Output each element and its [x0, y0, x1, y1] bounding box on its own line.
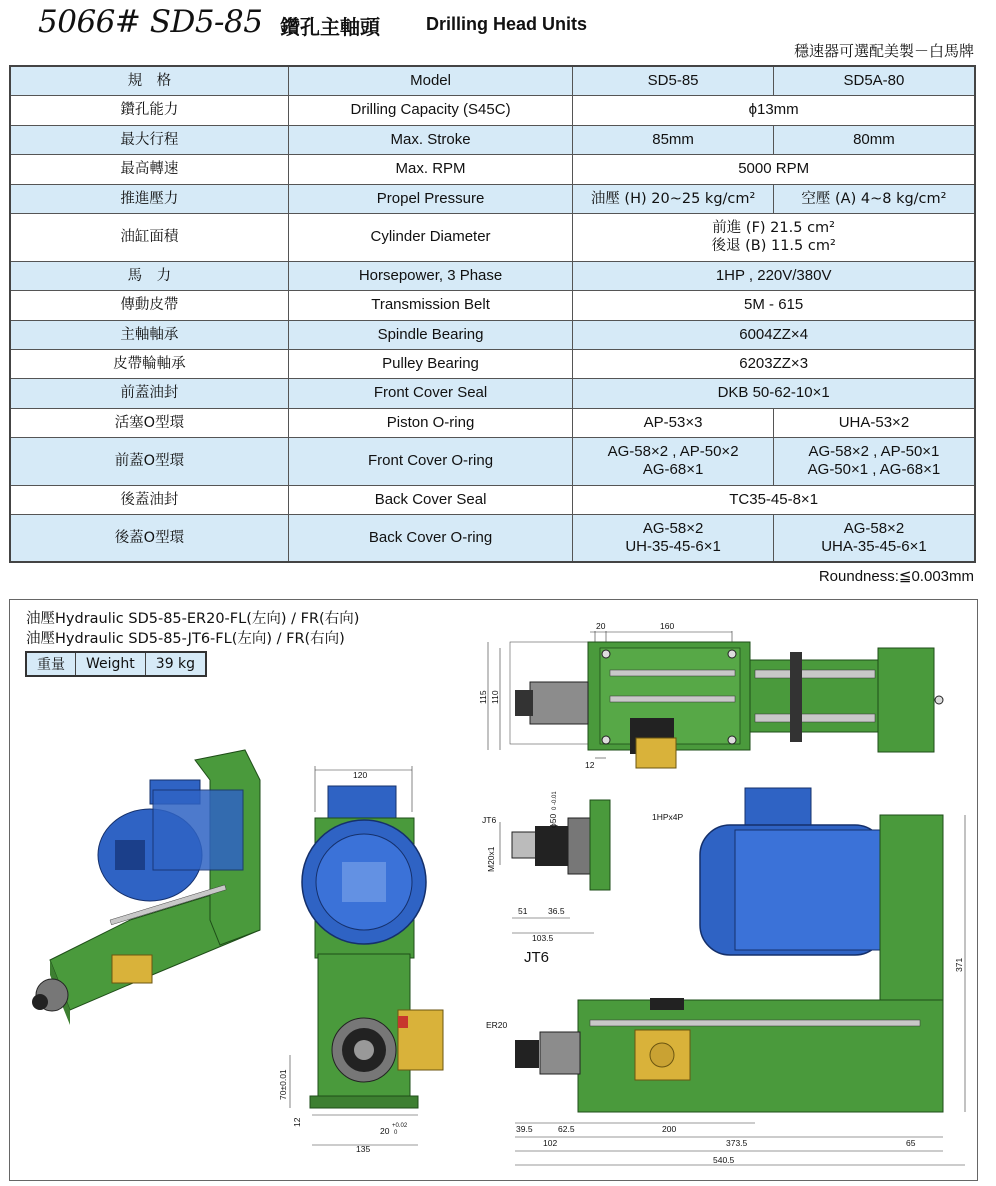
table-row — [10, 184, 975, 213]
value-line: AG-68×1 — [642, 461, 704, 478]
row-value — [573, 213, 975, 261]
table-row — [10, 514, 975, 562]
value-line: UHA-35-45-6×1 — [821, 537, 927, 555]
table-row — [10, 213, 975, 261]
dim-label: 103.5 — [532, 933, 554, 943]
table-row — [10, 408, 975, 437]
table-row — [10, 485, 975, 514]
cylinder-backward: 後退 (B) 11.5 cm² — [711, 238, 836, 254]
dim-label: 371 — [954, 957, 964, 972]
row-label-cn: 前蓋油封 — [10, 378, 288, 408]
dim-label: 65 — [906, 1138, 916, 1148]
table-row — [10, 290, 975, 320]
row-label-en: Max. Stroke — [288, 125, 572, 154]
row-label-en: Back Cover O-ring — [288, 514, 572, 562]
row-label-cn: 最高轉速 — [10, 154, 288, 184]
header-col2: SD5A-80 — [773, 66, 975, 95]
row-label-cn: 最大行程 — [10, 125, 288, 154]
cylinder-forward: 前進 (F) 21.5 cm² — [712, 220, 835, 236]
spec-table — [9, 65, 976, 563]
row-value-col2 — [773, 514, 975, 562]
row-label-cn: 傳動皮帶 — [10, 290, 288, 320]
value-line: AG-50×1 , AG-68×1 — [807, 461, 941, 478]
dim-label: ϕ50 — [548, 813, 558, 828]
row-label-en: Back Cover Seal — [288, 485, 572, 514]
dim-label: 110 — [490, 690, 500, 704]
dim-label: 51 — [518, 906, 528, 916]
roundness-note: Roundness:≦0.003mm — [818, 568, 974, 585]
dim-label: 135 — [356, 1144, 371, 1154]
dim-label: 20 — [380, 1126, 390, 1136]
dim-label: 540.5 — [713, 1155, 735, 1165]
table-row — [10, 261, 975, 290]
row-label-en: Propel Pressure — [288, 184, 572, 213]
row-value-col1 — [573, 437, 774, 485]
table-row — [10, 154, 975, 184]
isometric-view — [32, 750, 260, 1025]
row-value-col2: 空壓 (A) 4~8 kg/cm² — [773, 184, 975, 213]
row-value: TC35-45-8×1 — [573, 485, 975, 514]
jt6-tag: JT6 — [482, 815, 497, 825]
row-label-en: Pulley Bearing — [288, 349, 572, 378]
dim-label: 115 — [478, 690, 488, 704]
row-value: 5M - 615 — [573, 290, 975, 320]
row-value-col2: 80mm — [773, 125, 975, 154]
row-label-cn: 皮帶輪軸承 — [10, 349, 288, 378]
row-value-col1 — [573, 514, 774, 562]
row-label-en: Front Cover O-ring — [288, 437, 572, 485]
row-label-cn: 主軸軸承 — [10, 320, 288, 349]
row-label-en: Drilling Capacity (S45C) — [288, 95, 572, 125]
header-col1: SD5-85 — [573, 66, 774, 95]
header-cn: 規 格 — [10, 66, 288, 95]
table-row — [10, 349, 975, 378]
value-line: UH-35-45-6×1 — [625, 537, 721, 555]
dim-label: +0.02 — [392, 1123, 408, 1129]
row-label-en: Max. RPM — [288, 154, 572, 184]
front-view-drawing — [278, 766, 443, 1154]
row-value: 5000 RPM — [573, 154, 975, 184]
title-chinese: 鑽孔主軸頭 — [280, 15, 380, 39]
dim-label: 160 — [660, 621, 675, 631]
row-label-cn: 馬 力 — [10, 261, 288, 290]
row-label-en: Transmission Belt — [288, 290, 572, 320]
drawing-panel — [9, 599, 978, 1181]
dim-label: 0 -0.01 — [552, 791, 558, 810]
row-value-col2 — [773, 437, 975, 485]
er20-tag: ER20 — [486, 1020, 508, 1030]
title-english: Drilling Head Units — [426, 14, 588, 34]
dim-label: 373.5 — [726, 1138, 748, 1148]
weight-label-en: Weight — [76, 652, 146, 676]
row-value: 6004ZZ×4 — [573, 320, 975, 349]
dim-label: 39.5 — [516, 1124, 533, 1134]
row-label-cn: 後蓋O型環 — [10, 514, 288, 562]
table-row — [10, 320, 975, 349]
row-value-col2: UHA-53×2 — [773, 408, 975, 437]
model-line-jt6: 油壓Hydraulic SD5-85-JT6-FL(左向) / FR(右向) — [26, 631, 345, 647]
weight-value: 39 kg — [145, 652, 206, 676]
dim-label: 12 — [292, 1117, 302, 1127]
dim-label: 36.5 — [548, 906, 565, 916]
jt6-caption: JT6 — [524, 949, 550, 966]
dim-label: 62.5 — [558, 1124, 575, 1134]
dim-label: 0 — [394, 1130, 398, 1136]
value-line: AG-58×2 — [642, 519, 704, 537]
top-view-drawing — [478, 621, 943, 770]
weight-label-cn: 重量 — [26, 652, 76, 676]
table-row — [10, 95, 975, 125]
row-label-en: Cylinder Diameter — [288, 213, 572, 261]
dim-label: 120 — [353, 770, 368, 780]
dim-label: 20 — [596, 621, 606, 631]
model-number: 5066# SD5-85 — [38, 4, 263, 40]
dim-label: M20x1 — [486, 846, 496, 872]
jt6-detail-drawing — [482, 791, 610, 966]
row-value-col1: 油壓 (H) 20~25 kg/cm² — [573, 184, 774, 213]
table-row — [10, 125, 975, 154]
row-value: DKB 50-62-10×1 — [573, 378, 975, 408]
row-label-cn: 油缸面積 — [10, 213, 288, 261]
value-line: AG-58×2 , AP-50×2 — [607, 443, 739, 460]
motor-label: 1HPx4P — [652, 812, 684, 822]
row-label-en: Piston O-ring — [288, 408, 572, 437]
dim-label: 200 — [662, 1124, 677, 1134]
row-label-en: Spindle Bearing — [288, 320, 572, 349]
row-label-cn: 活塞O型環 — [10, 408, 288, 437]
table-row — [10, 437, 975, 485]
dim-label: 70±0.01 — [278, 1069, 288, 1100]
value-line: AG-58×2 — [843, 519, 905, 537]
dim-label: 12 — [585, 760, 595, 770]
row-label-cn: 前蓋O型環 — [10, 437, 288, 485]
row-label-en: Front Cover Seal — [288, 378, 572, 408]
row-label-cn: 後蓋油封 — [10, 485, 288, 514]
value-line: AG-58×2 , AP-50×1 — [808, 443, 940, 460]
table-row — [10, 378, 975, 408]
header-model: Model — [288, 66, 572, 95]
row-label-en: Horsepower, 3 Phase — [288, 261, 572, 290]
row-value: 6203ZZ×3 — [573, 349, 975, 378]
row-value: ϕ13mm — [573, 95, 975, 125]
row-value: 1HP , 220V/380V — [573, 261, 975, 290]
row-label-cn: 鑽孔能力 — [10, 95, 288, 125]
row-value-col1: 85mm — [573, 125, 774, 154]
model-line-er20: 油壓Hydraulic SD5-85-ER20-FL(左向) / FR(右向) — [26, 611, 360, 627]
dim-label: 102 — [543, 1138, 558, 1148]
row-value-col1: AP-53×3 — [573, 408, 774, 437]
row-label-cn: 推進壓力 — [10, 184, 288, 213]
table-header-row — [10, 66, 975, 95]
technical-drawings — [10, 600, 977, 1180]
subtitle: 穩速器可選配美製－白馬牌 — [793, 42, 974, 60]
